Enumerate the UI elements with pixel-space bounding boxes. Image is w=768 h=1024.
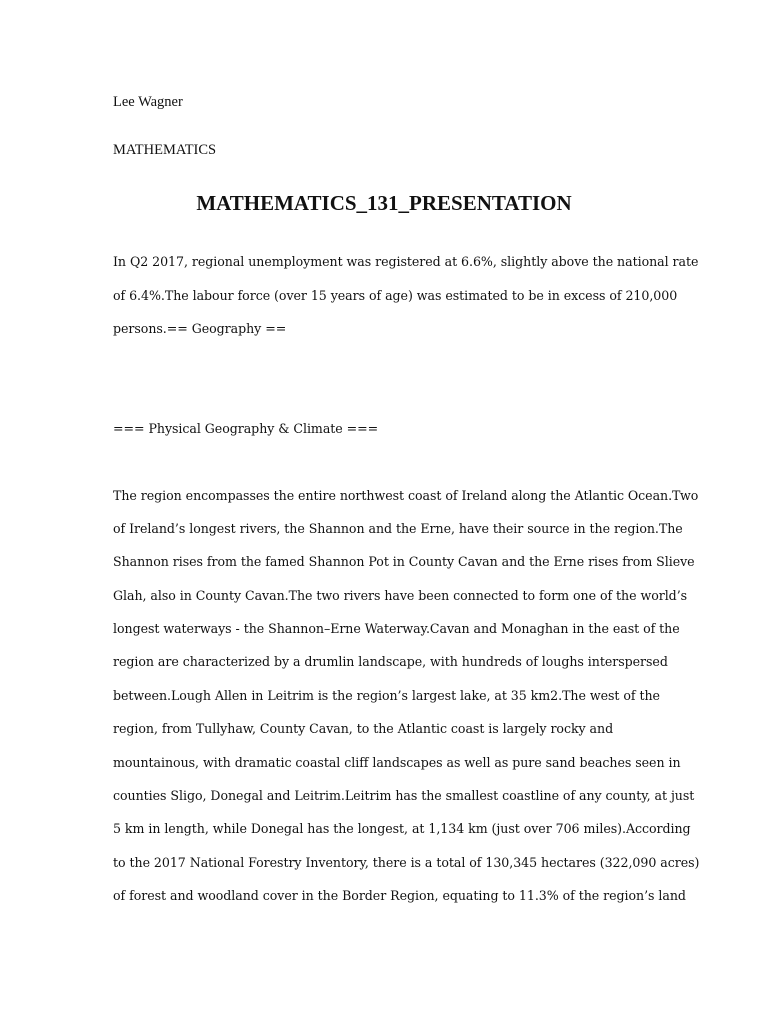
intro-line: of 6.4%.The labour force (over 15 years of age) was estimated to be in excess of 210,000	[113, 288, 678, 303]
body-line: region, from Tullyhaw, County Cavan, to the Atlantic coast is largely rocky and	[113, 721, 614, 736]
subject-line: MATHEMATICS	[113, 142, 217, 158]
intro-line: persons.== Geography ==	[113, 321, 287, 336]
body-line: to the 2017 National Forestry Inventory, there is a total of 130,345 hectares (322,090 acres)	[113, 855, 700, 870]
intro-line: In Q2 2017, regional unemployment was registered at 6.6%, slightly above the national rate	[113, 254, 699, 269]
body-line: Glah, also in County Cavan.The two rivers have been connected to form one of the world’s	[113, 588, 688, 603]
body-line: The region encompasses the entire northwest coast of Ireland along the Atlantic Ocean.Two	[113, 488, 699, 503]
body-line: Shannon rises from the famed Shannon Pot in County Cavan and the Erne rises from Slieve	[113, 554, 695, 569]
document-title: MATHEMATICS_131_PRESENTATION	[196, 191, 572, 215]
body-line: between.Lough Allen in Leitrim is the region’s largest lake, at 35 km2.The west of the	[113, 688, 660, 703]
body-line: of Ireland’s longest rivers, the Shannon and the Erne, have their source in the region.The	[113, 521, 683, 536]
author-name: Lee Wagner	[113, 94, 183, 110]
body-line: counties Sligo, Donegal and Leitrim.Leitrim has the smallest coastline of any county, at just	[113, 788, 695, 803]
section-heading: === Physical Geography & Climate ===	[113, 421, 379, 436]
body-line: mountainous, with dramatic coastal cliff landscapes as well as pure sand beaches seen in	[113, 755, 681, 770]
body-line: region are characterized by a drumlin landscape, with hundreds of loughs interspersed	[113, 654, 668, 669]
body-line: 5 km in length, while Donegal has the longest, at 1,134 km (just over 706 miles).According	[113, 821, 691, 836]
body-line: longest waterways - the Shannon–Erne Waterway.Cavan and Monaghan in the east of the	[113, 621, 680, 636]
body-line: of forest and woodland cover in the Border Region, equating to 11.3% of the region’s land	[113, 888, 686, 903]
